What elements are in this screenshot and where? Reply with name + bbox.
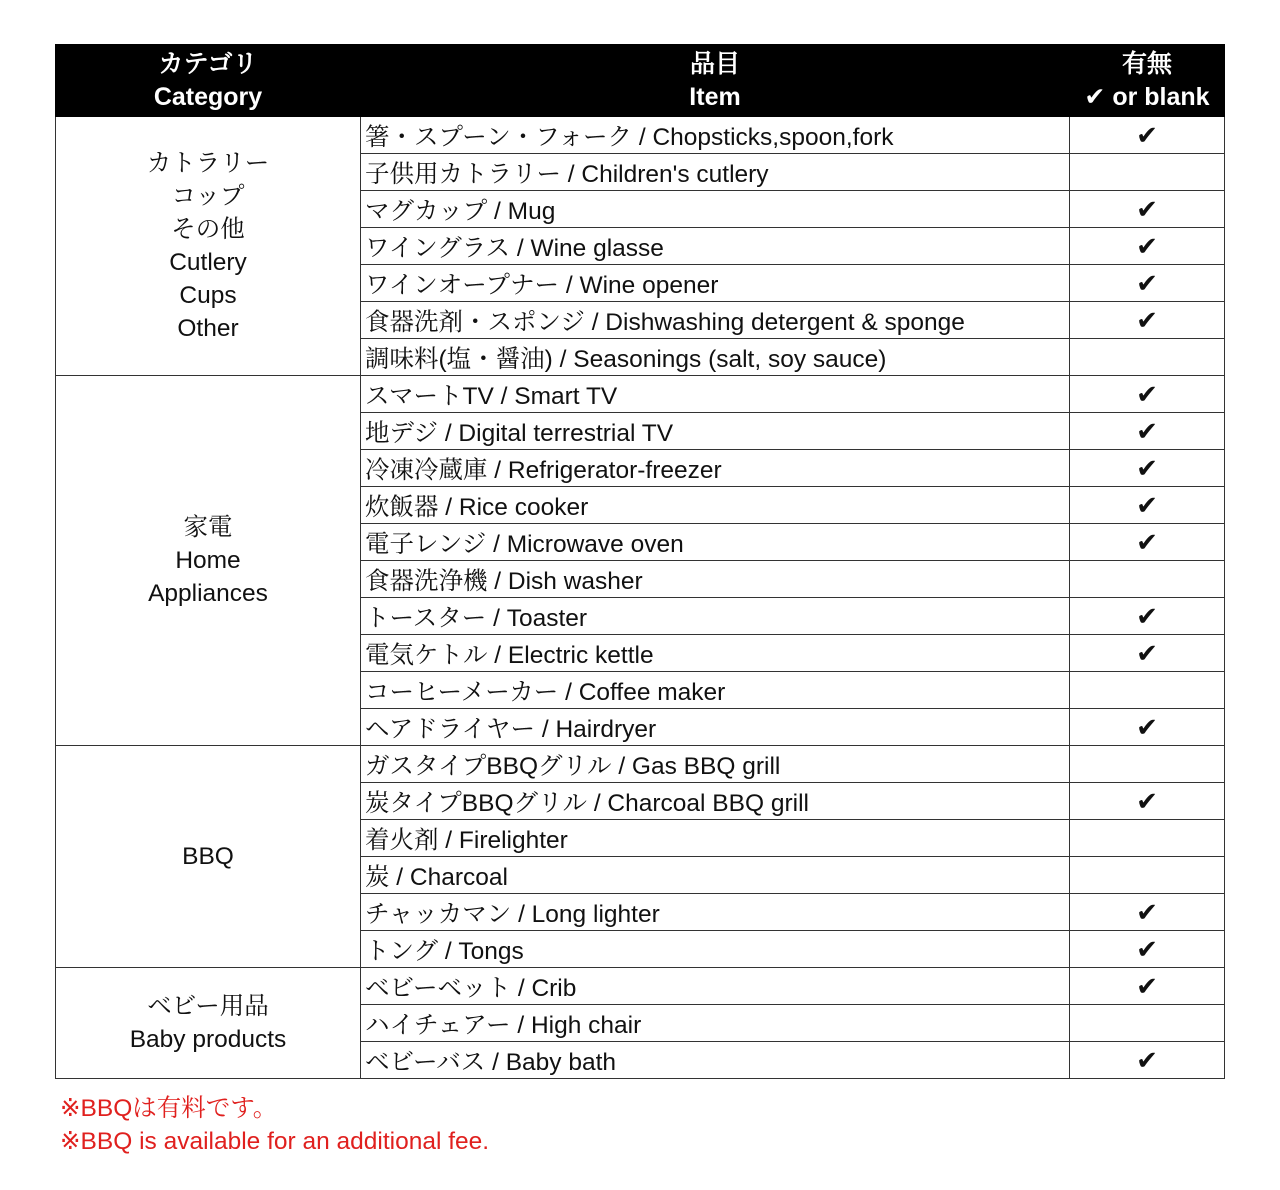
checkmark-icon: ✔ xyxy=(1070,598,1225,635)
availability-blank xyxy=(1070,1005,1225,1042)
item-cell: ヘアドライヤー / Hairdryer xyxy=(361,709,1070,746)
table-row xyxy=(56,968,1225,1005)
item-cell: ベビーベット / Crib xyxy=(361,968,1070,1005)
item-cell: 冷凍冷蔵庫 / Refrigerator-freezer xyxy=(361,450,1070,487)
note-en: ※BBQ is available for an additional fee. xyxy=(60,1128,490,1155)
item-cell: ワイングラス / Wine glasse xyxy=(361,228,1070,265)
availability-blank xyxy=(1070,672,1225,709)
category-cell xyxy=(56,117,361,376)
item-cell: トースター / Toaster xyxy=(361,598,1070,635)
item-cell: トング / Tongs xyxy=(361,931,1070,968)
checkmark-icon: ✔ xyxy=(1070,931,1225,968)
table-row xyxy=(56,746,1225,783)
table-header-row xyxy=(56,45,1225,117)
checkmark-icon: ✔ xyxy=(1070,413,1225,450)
checkmark-icon: ✔ xyxy=(1070,265,1225,302)
checkmark-icon: ✔ xyxy=(1070,487,1225,524)
item-cell: 箸・スプーン・フォーク / Chopsticks,spoon,fork xyxy=(361,117,1070,154)
availability-blank xyxy=(1070,154,1225,191)
checkmark-icon: ✔ xyxy=(1070,783,1225,820)
checkmark-icon: ✔ xyxy=(1070,302,1225,339)
category-label: Cutlery xyxy=(169,249,247,276)
category-cell xyxy=(56,968,361,1079)
item-cell: 炊飯器 / Rice cooker xyxy=(361,487,1070,524)
checkmark-icon: ✔ xyxy=(1070,968,1225,1005)
table-body xyxy=(56,117,1225,1079)
checkmark-icon: ✔ xyxy=(1070,228,1225,265)
item-cell: 着火剤 / Firelighter xyxy=(361,820,1070,857)
item-cell: ガスタイプBBQグリル / Gas BBQ grill xyxy=(361,746,1070,783)
availability-blank xyxy=(1070,857,1225,894)
checkmark-icon: ✔ xyxy=(1070,191,1225,228)
item-cell: 子供用カトラリー / Children's cutlery xyxy=(361,154,1070,191)
item-cell: チャッカマン / Long lighter xyxy=(361,894,1070,931)
header-availability: 有無 ✔ or blank xyxy=(1070,45,1225,117)
note-ja: ※BBQは有料です。 xyxy=(60,1095,278,1122)
category-label: 家電 xyxy=(183,514,233,541)
checkmark-icon: ✔ xyxy=(1070,117,1225,154)
checkmark-icon: ✔ xyxy=(1070,635,1225,672)
checkmark-icon: ✔ xyxy=(1070,1042,1225,1079)
item-cell: 炭 / Charcoal xyxy=(361,857,1070,894)
availability-blank xyxy=(1070,561,1225,598)
footnotes xyxy=(60,1092,489,1158)
category-cell xyxy=(56,746,361,968)
item-cell: 炭タイプBBQグリル / Charcoal BBQ grill xyxy=(361,783,1070,820)
item-cell: コーヒーメーカー / Coffee maker xyxy=(361,672,1070,709)
item-cell: ベビーバス / Baby bath xyxy=(361,1042,1070,1079)
header-item: 品目 Item xyxy=(361,45,1070,117)
availability-blank xyxy=(1070,339,1225,376)
item-cell: スマートTV / Smart TV xyxy=(361,376,1070,413)
category-label: Home xyxy=(175,547,241,574)
checkmark-icon: ✔ xyxy=(1070,524,1225,561)
amenities-table xyxy=(55,44,1225,1079)
checkmark-icon: ✔ xyxy=(1070,376,1225,413)
category-label: Other xyxy=(177,315,239,342)
item-cell: 電子レンジ / Microwave oven xyxy=(361,524,1070,561)
item-cell: ワインオープナー / Wine opener xyxy=(361,265,1070,302)
checkmark-icon: ✔ xyxy=(1070,450,1225,487)
table-row xyxy=(56,117,1225,154)
item-cell: 電気ケトル / Electric kettle xyxy=(361,635,1070,672)
category-label: カトラリー xyxy=(146,150,270,177)
category-label: Cups xyxy=(179,282,237,309)
category-label: Appliances xyxy=(148,580,268,607)
header-category: カテゴリ Category xyxy=(56,45,361,117)
checkmark-icon: ✔ xyxy=(1070,894,1225,931)
item-cell: 食器洗剤・スポンジ / Dishwashing detergent & sponge xyxy=(361,302,1070,339)
item-cell: 食器洗浄機 / Dish washer xyxy=(361,561,1070,598)
availability-blank xyxy=(1070,746,1225,783)
category-label: BBQ xyxy=(182,843,234,870)
table-row xyxy=(56,376,1225,413)
availability-blank xyxy=(1070,820,1225,857)
category-label: ベビー用品 xyxy=(147,993,269,1020)
category-cell xyxy=(56,376,361,746)
category-label: その他 xyxy=(171,216,245,243)
item-cell: 地デジ / Digital terrestrial TV xyxy=(361,413,1070,450)
item-cell: 調味料(塩・醤油) / Seasonings (salt, soy sauce) xyxy=(361,339,1070,376)
category-label: コップ xyxy=(171,183,245,210)
item-cell: ハイチェアー / High chair xyxy=(361,1005,1070,1042)
category-label: Baby products xyxy=(129,1026,287,1053)
checkmark-icon: ✔ xyxy=(1070,709,1225,746)
item-cell: マグカップ / Mug xyxy=(361,191,1070,228)
